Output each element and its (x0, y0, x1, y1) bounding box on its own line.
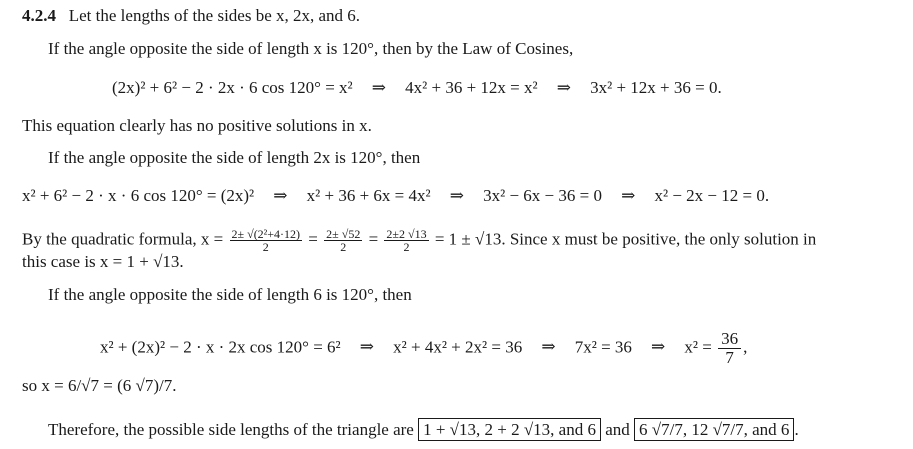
case3-text: If the angle opposite the side of length 6 is 120°, then (48, 285, 412, 304)
final-lead: Therefore, the possible side lengths of the triangle are (48, 420, 414, 439)
case2-equation (22, 186, 769, 206)
case2-eq-a: x² + 6² − 2 · x · 6 cos 120° = (2x)² (22, 186, 255, 205)
final-answer-line: Therefore, the possible side lengths of the triangle are 1 + √13, 2 + 2 √13, and 6 and 6 √7/7, 12 √7/7, and 6 . (48, 420, 799, 439)
case1-eq-a: (2x)² + 6² − 2 · 2x · 6 cos 120° = x² (112, 78, 353, 97)
case3-fraction-denominator: 7 (725, 348, 734, 367)
case2-conclusion: this case is x = 1 + √13. (22, 252, 184, 271)
case2-eq-b: x² + 36 + 6x = 4x² (306, 186, 431, 205)
fraction-3-denominator: 2 (403, 240, 410, 254)
implies-symbol: ⇒ (621, 186, 636, 205)
problem-header (22, 6, 360, 26)
case1-eq-c: 3x² + 12x + 36 = 0. (590, 78, 722, 97)
case2-eq-d: x² − 2x − 12 = 0. (654, 186, 770, 205)
case1-text: If the angle opposite the side of length x is 120°, then by the Law of Cosines, (48, 39, 574, 58)
case1-equation (112, 78, 722, 98)
quadratic-result: = 1 ± √13. Since x must be positive, the only solution in (434, 229, 817, 249)
fraction-3-numerator: 2±2 √13 (386, 227, 427, 241)
implies-symbol: ⇒ (371, 78, 387, 97)
problem-intro: Let the lengths of the sides be x, 2x, and 6. (68, 6, 361, 25)
quadratic-lead: By the quadratic formula, x = (22, 229, 224, 249)
fraction-1-numerator: 2± √(2²+4·12) (231, 227, 301, 241)
fraction-3 (384, 228, 428, 253)
implies-symbol: ⇒ (541, 337, 556, 357)
answer-box-2: 6 √7/7, 12 √7/7, and 6 (634, 418, 794, 441)
implies-symbol: ⇒ (273, 186, 288, 205)
case2-text: If the angle opposite the side of length 2x is 120°, then (48, 148, 421, 167)
case1-eq-b: 4x² + 36 + 12x = x² (405, 78, 538, 97)
case1-conclusion: This equation clearly has no positive solutions in x. (22, 116, 372, 135)
case3-eq-b: x² + 4x² + 2x² = 36 (393, 337, 523, 357)
final-joiner: and (605, 420, 630, 439)
case3-equation: x² + (2x)² − 2 · x · 2x cos 120° = 6² ⇒ x² + 4x² + 2x² = 36 ⇒ 7x² = 36 ⇒ x² = $\frac{36}{7}$ , (100, 329, 748, 367)
case3-eq-c: 7x² = 36 (574, 337, 632, 357)
fraction-2-denominator: 2 (340, 240, 347, 254)
implies-symbol: ⇒ (359, 337, 375, 357)
fraction-1-denominator: 2 (262, 240, 269, 254)
case3-eq-d-lead: x² = (684, 337, 712, 357)
case3-fraction (718, 330, 741, 367)
answer-box-1: 1 + √13, 2 + 2 √13, and 6 (418, 418, 601, 441)
fraction-1 (230, 228, 303, 253)
case3-conclusion: so x = 6/√7 = (6 √7)/7. (22, 376, 177, 395)
case3-eq-a: x² + (2x)² − 2 · x · 2x cos 120° = 6² (100, 337, 341, 357)
fraction-2 (324, 228, 362, 253)
quadratic-formula-line: By the quadratic formula, x = $\frac{\text{2± √(2²+4·12)}}{2}$ = $\frac{2\pm √52}{2}$ = $\frac{2\pm 2 √13}{2}$ = 1 ± √13. Since x must be positive, the only solution in (22, 227, 817, 254)
fraction-2-numerator: 2± √52 (326, 227, 361, 241)
case2-eq-c: 3x² − 6x − 36 = 0 (483, 186, 602, 205)
problem-number: 4.2.4 (22, 6, 56, 25)
implies-symbol: ⇒ (651, 337, 666, 357)
implies-symbol: ⇒ (556, 78, 571, 97)
case3-fraction-numerator: 36 (718, 330, 741, 349)
implies-symbol: ⇒ (449, 186, 464, 205)
